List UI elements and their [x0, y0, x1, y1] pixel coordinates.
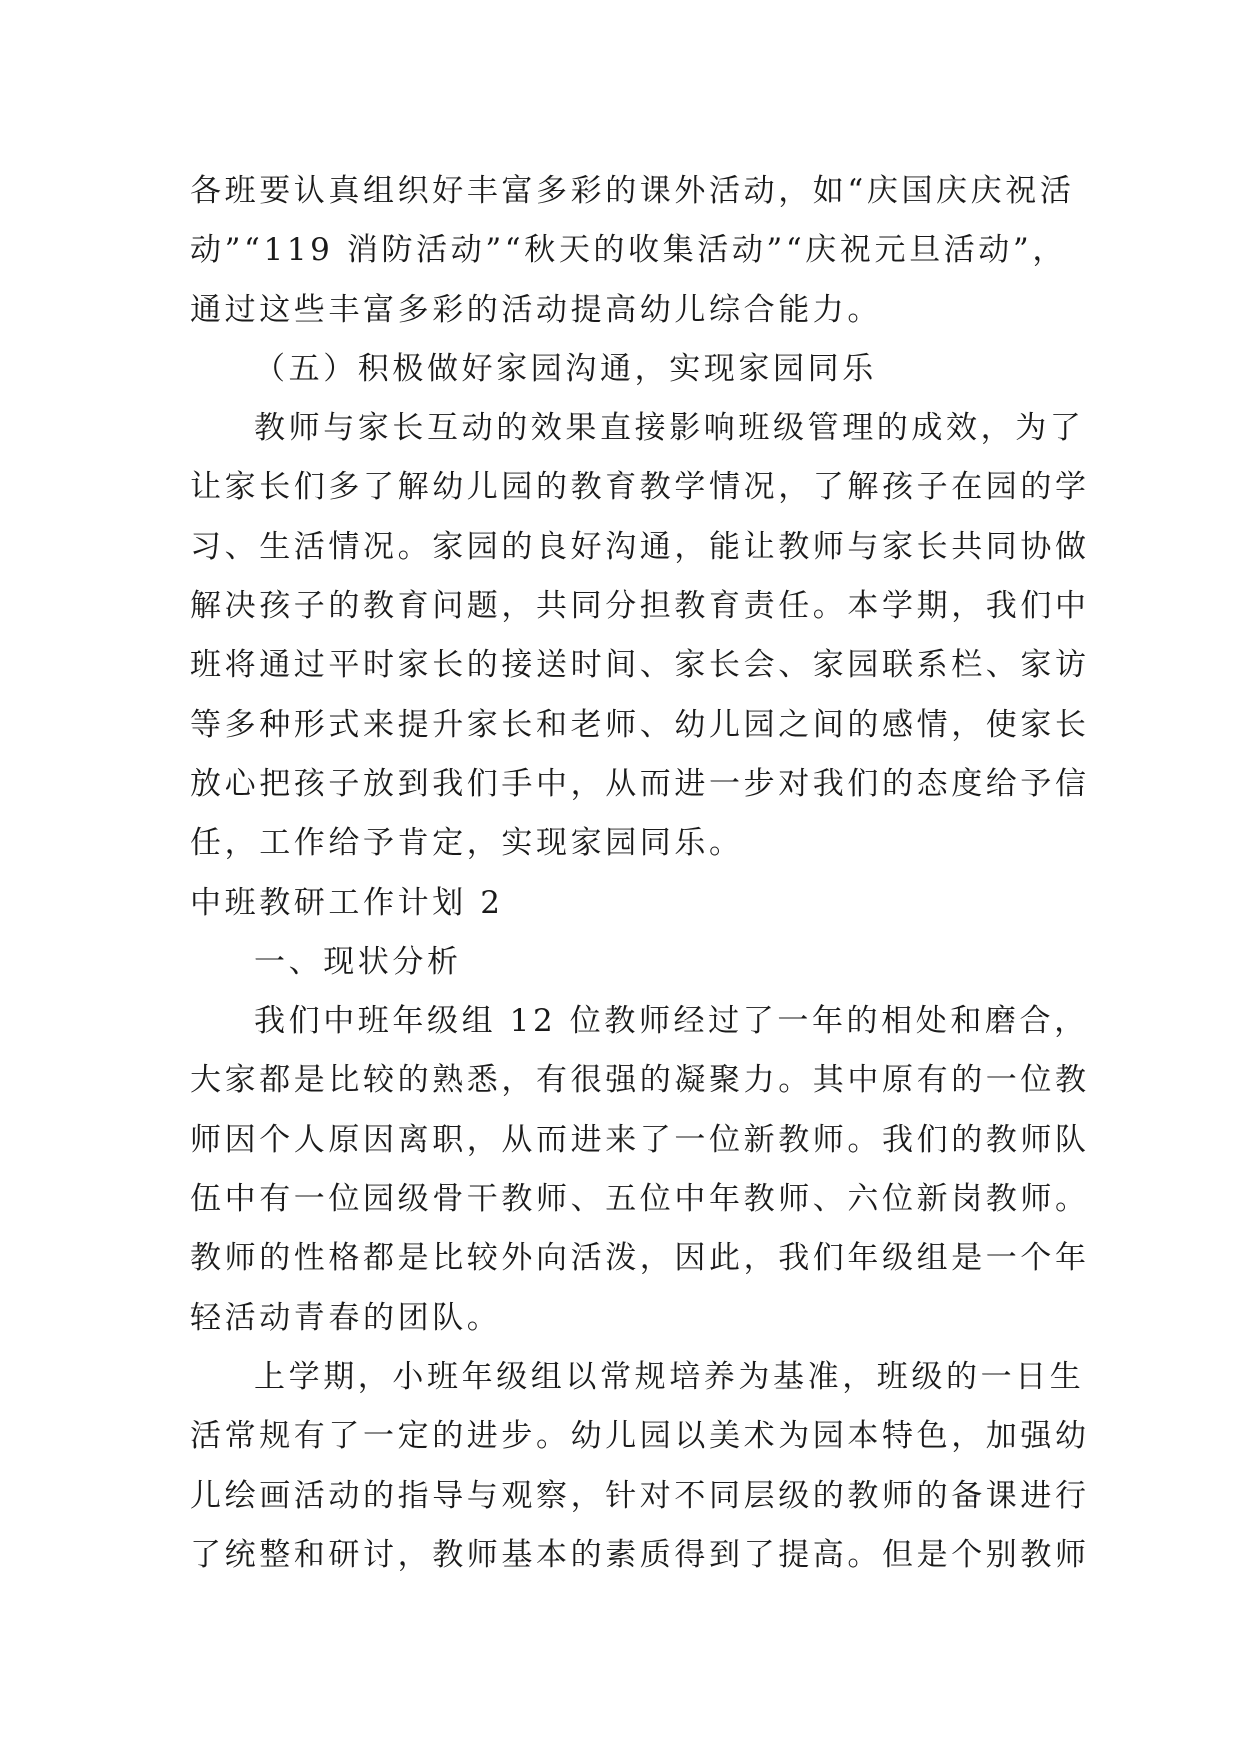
text-line: 各班要认真组织好丰富多彩的课外活动，如“庆国庆庆祝活	[190, 173, 1075, 209]
text-line: 了统整和研讨，教师基本的素质得到了提高。但是个别教师	[190, 1536, 1090, 1573]
text-line: 让家长们多了解幼儿园的教育教学情况，了解孩子在园的学	[190, 469, 1090, 506]
text-line: 通过这些丰富多彩的活动提高幼儿综合能力。	[190, 291, 882, 328]
text-line: 解决孩子的教育问题，共同分担教育责任。本学期，我们中	[190, 588, 1090, 625]
text-line: 轻活动青春的团队。	[190, 1299, 502, 1336]
text-line: 伍中有一位园级骨干教师、五位中年教师、六位新岗教师。	[190, 1181, 1090, 1218]
text-line: 教师的性格都是比较外向活泼，因此，我们年级组是一个年	[190, 1240, 1090, 1277]
document-title: 中班教研工作计划 2	[190, 884, 504, 921]
text-line: 活常规有了一定的进步。幼儿园以美术为园本特色，加强幼	[190, 1418, 1090, 1455]
text-line: 放心把孩子放到我们手中，从而进一步对我们的态度给予信	[190, 765, 1090, 802]
text-line: 班将通过平时家长的接送时间、家长会、家园联系栏、家访	[190, 647, 1090, 684]
text-line: 大家都是比较的熟悉，有很强的凝聚力。其中原有的一位教	[190, 1062, 1090, 1099]
text-line: 动”“119 消防活动”“秋天的收集活动”“庆祝元旦活动”，	[190, 232, 1067, 269]
text-line: 我们中班年级组 12 位教师经过了一年的相处和磨合，	[254, 1003, 1089, 1040]
section-heading: （五）积极做好家园沟通，实现家园同乐	[254, 350, 877, 387]
text-line: 教师与家长互动的效果直接影响班级管理的成效，为了	[254, 410, 1085, 447]
text-line: 儿绘画活动的指导与观察，针对不同层级的教师的备课进行	[190, 1477, 1090, 1514]
text-line: 任，工作给予肯定，实现家园同乐。	[190, 825, 744, 862]
section-heading: 一、现状分析	[254, 943, 462, 980]
text-line: 上学期，小班年级组以常规培养为基准，班级的一日生	[254, 1358, 1085, 1395]
document-body	[190, 162, 1090, 1585]
text-line: 习、生活情况。家园的良好沟通，能让教师与家长共同协做	[190, 528, 1090, 565]
text-line: 师因个人原因离职，从而进来了一位新教师。我们的教师队	[190, 1121, 1090, 1158]
text-line: 等多种形式来提升家长和老师、幼儿园之间的感情，使家长	[190, 706, 1090, 743]
